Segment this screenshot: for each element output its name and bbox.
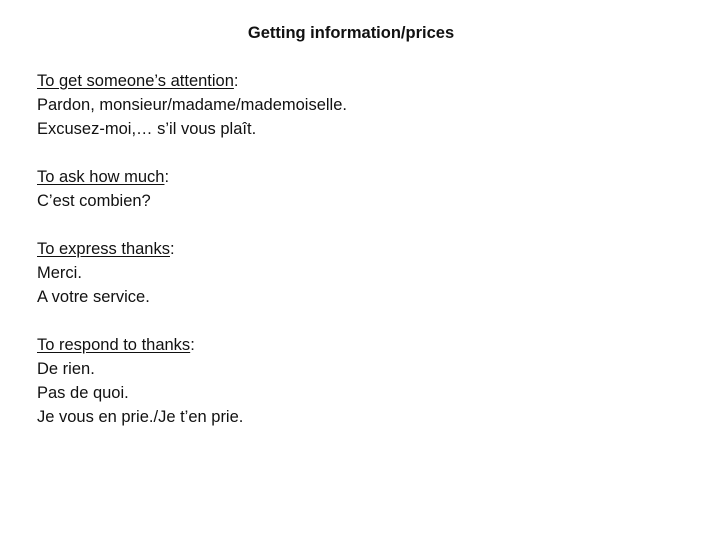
- slide-title: Getting information/prices: [247, 24, 455, 42]
- section-heading-colon: :: [190, 336, 195, 354]
- section-heading-label: To ask how much: [37, 168, 165, 186]
- section-heading: [37, 333, 697, 357]
- section-heading-label: To respond to thanks: [37, 336, 191, 354]
- section-heading-label: To express thanks: [37, 240, 170, 258]
- phrase-line: Pardon, monsieur/madame/mademoiselle.: [37, 96, 347, 114]
- section-heading-colon: :: [233, 72, 239, 90]
- section-ask-how-much: [37, 165, 697, 213]
- section-heading: [37, 165, 697, 189]
- section-heading-colon: :: [164, 168, 170, 186]
- phrase-line: Merci.: [37, 264, 82, 282]
- phrase-line: A votre service.: [37, 288, 150, 306]
- phrase-line: C’est combien?: [37, 192, 151, 210]
- section-heading: [37, 69, 697, 93]
- phrase-line: De rien.: [37, 360, 95, 378]
- section-heading-label: To get someone’s attention: [37, 72, 234, 90]
- phrase-line: Pas de quoi.: [37, 384, 129, 402]
- phrase-line: Je vous en prie./Je t’en prie.: [37, 408, 244, 426]
- section-get-attention: [37, 69, 697, 141]
- section-express-thanks: [37, 237, 697, 309]
- section-heading: [37, 237, 697, 261]
- slide-content: [37, 69, 697, 453]
- section-heading-colon: :: [169, 240, 175, 258]
- phrase-line: Excusez-moi,… s’il vous plaît.: [37, 120, 257, 138]
- section-respond-thanks: [37, 333, 697, 429]
